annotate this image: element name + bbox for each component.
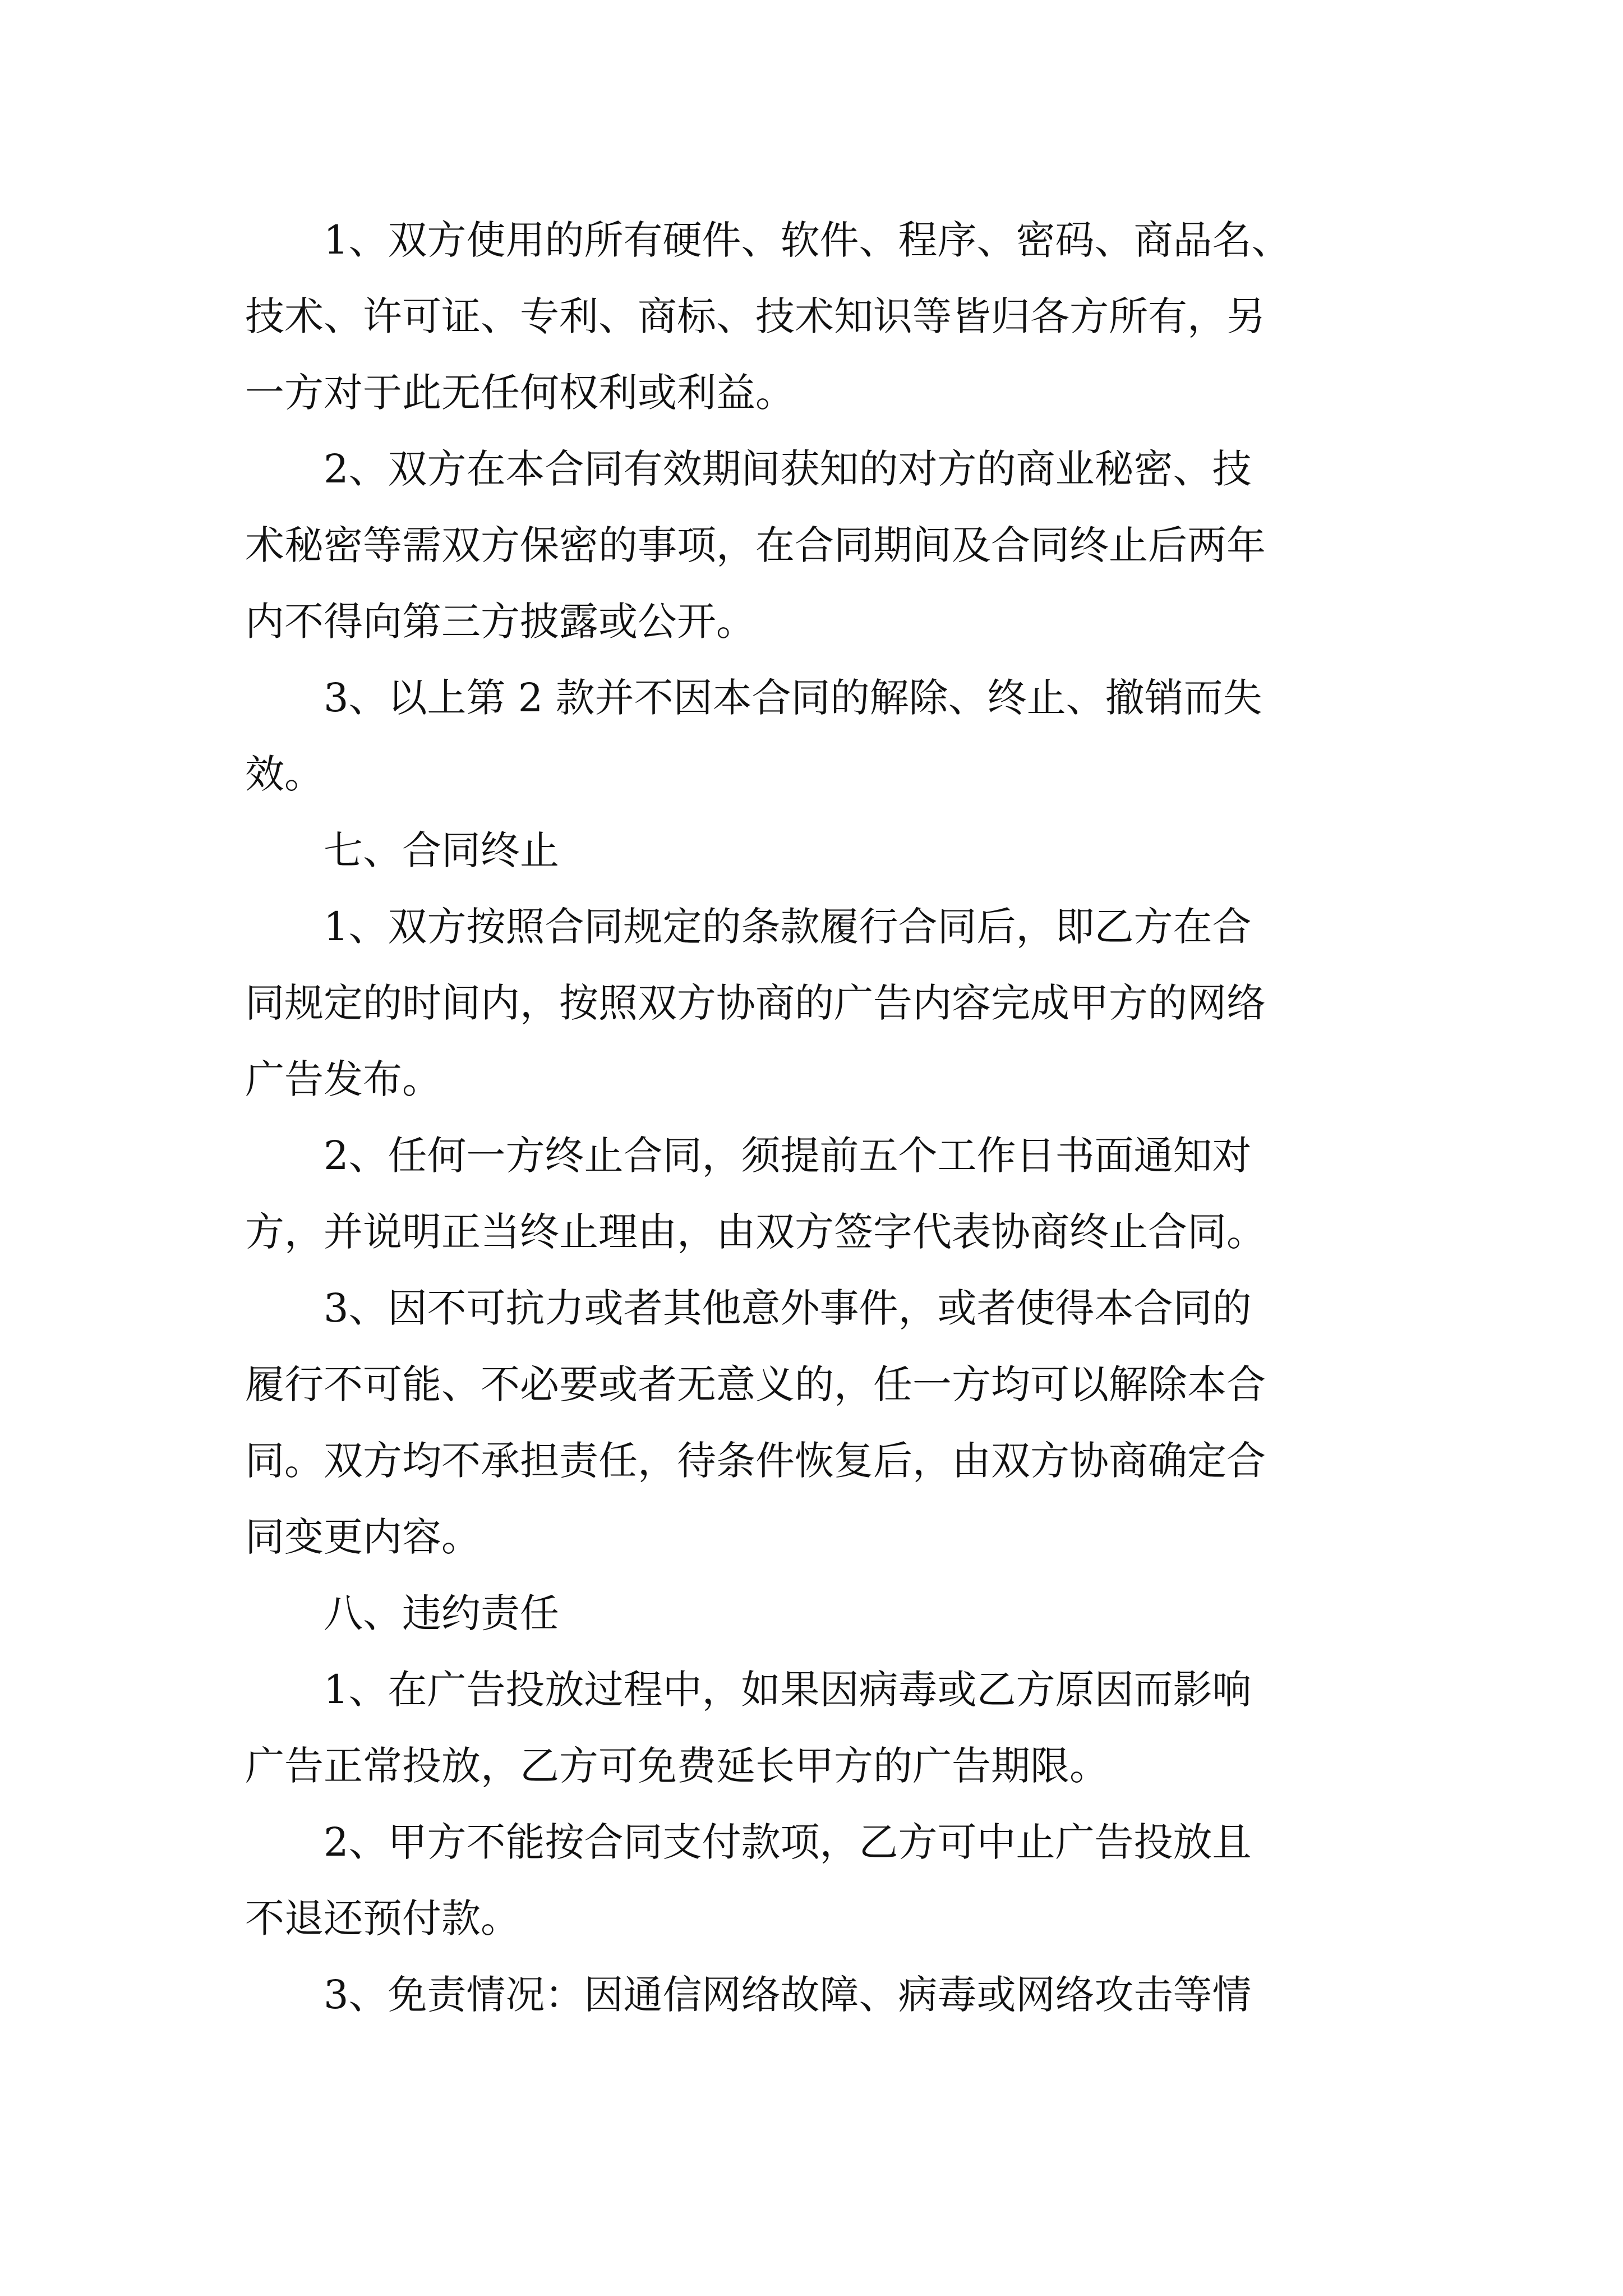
clause-line: 同。双方均不承担责任，待条件恢复后，由双方协商确定合	[245, 1438, 1266, 1484]
clause-line: 履行不可能、不必要或者无意义的，任一方均可以解除本合	[245, 1361, 1266, 1407]
clause-line: 技术、许可证、专利、商标、技术知识等皆归各方所有，另	[245, 293, 1266, 339]
section-heading: 七、合同终止	[324, 827, 559, 873]
clause-line: 方，并说明正当终止理由，由双方签字代表协商终止合同。	[245, 1209, 1266, 1255]
clause-line: 2、甲方不能按合同支付款项，乙方可中止广告投放且	[324, 1819, 1252, 1865]
clause-line: 3、因不可抗力或者其他意外事件，或者使得本合同的	[324, 1285, 1252, 1331]
document-body	[245, 202, 1400, 2033]
clause-line: 同变更内容。	[245, 1514, 481, 1560]
clause-line: 广告发布。	[245, 1056, 441, 1102]
clause-line: 同规定的时间内，按照双方协商的广告内容完成甲方的网络	[245, 980, 1266, 1026]
clause-line: 内不得向第三方披露或公开。	[245, 599, 755, 645]
clause-line: 2、双方在本合同有效期间获知的对方的商业秘密、技	[324, 446, 1252, 492]
clause-line: 1、双方使用的所有硬件、软件、程序、密码、商品名、	[324, 217, 1291, 263]
clause-line: 不退还预付款。	[245, 1895, 520, 1941]
section-heading: 八、违约责任	[324, 1590, 559, 1636]
clause-line: 术秘密等需双方保密的事项，在合同期间及合同终止后两年	[245, 522, 1266, 568]
clause-line: 3、免责情况：因通信网络故障、病毒或网络攻击等情	[324, 1972, 1252, 2018]
clause-line: 3、以上第 2 款并不因本合同的解除、终止、撤销而失	[324, 675, 1262, 721]
clause-line: 广告正常投放，乙方可免费延长甲方的广告期限。	[245, 1743, 1109, 1789]
clause-line: 一方对于此无任何权利或利益。	[245, 370, 795, 416]
clause-line: 效。	[245, 751, 324, 797]
clause-line: 1、双方按照合同规定的条款履行合同后，即乙方在合	[324, 904, 1252, 950]
clause-line: 2、任何一方终止合同，须提前五个工作日书面通知对	[324, 1133, 1252, 1179]
clause-line: 1、在广告投放过程中，如果因病毒或乙方原因而影响	[324, 1667, 1252, 1713]
